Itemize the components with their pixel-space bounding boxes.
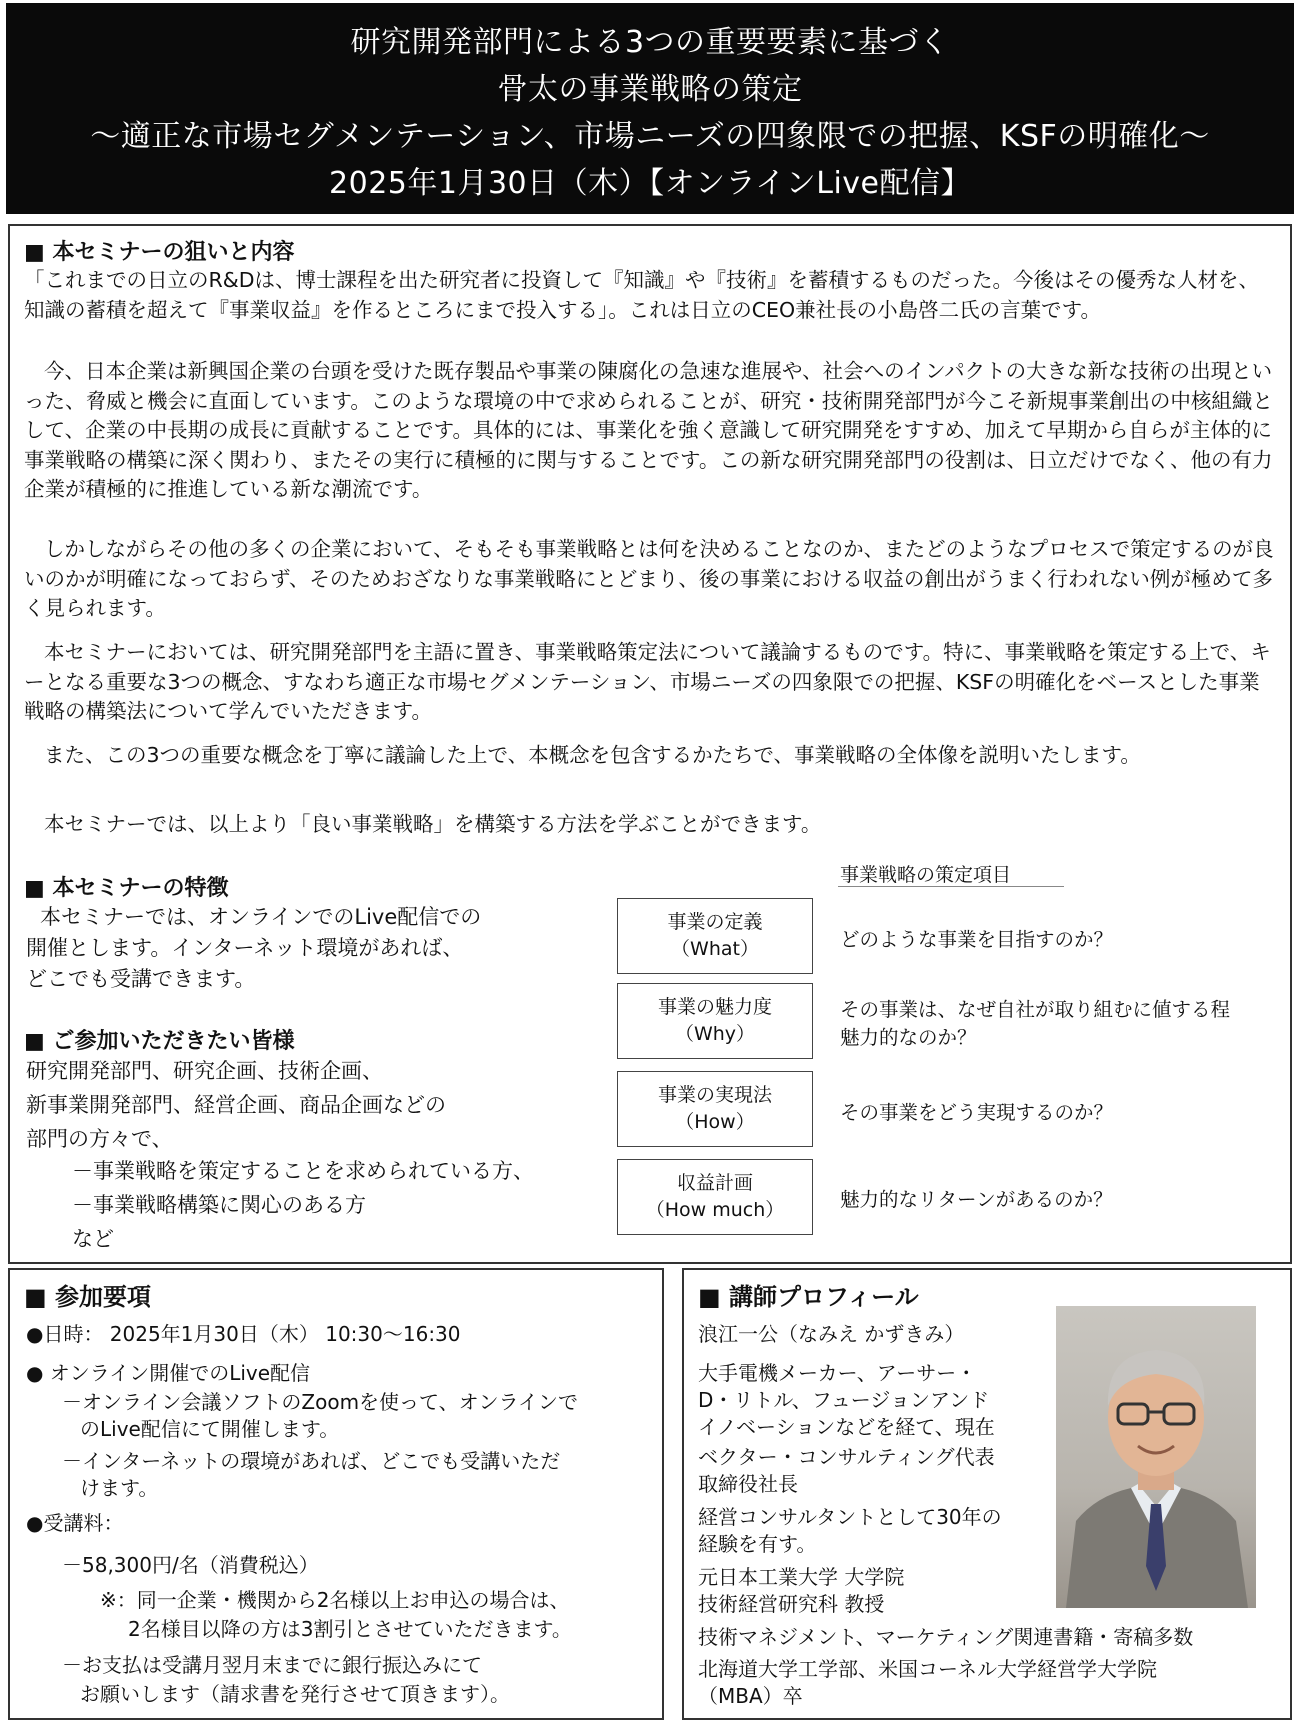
diagram-item-why <box>617 983 813 1059</box>
audience-title: ■ ご参加いただきたい皆様 <box>24 1029 295 1054</box>
profile-line-9: 技術経営研究科 教授 <box>698 1592 885 1616</box>
profile-line-10: 技術マネジメント、マーケティング関連書籍・寄稿多数 <box>698 1625 1194 1649</box>
diagram-title-underline <box>838 886 1064 887</box>
audience-line-1: 研究開発部門、研究企画、技術企画、 <box>26 1059 383 1083</box>
profile-name: 浪江一公（なみえ かずきみ） <box>698 1322 965 1346</box>
profile-line-7: 経験を有す。 <box>698 1532 817 1556</box>
instructor-photo <box>1056 1306 1256 1608</box>
diagram-question-how: その事業をどう実現するのか？ <box>840 1101 1114 1124</box>
req-payment-2: お願いします（請求書を発行させて頂きます）。 <box>80 1682 510 1706</box>
audience-line-6: など <box>72 1227 114 1251</box>
diagram-item-sub: （How） <box>675 1111 755 1133</box>
profile-line-6: 経営コンサルタントとして30年の <box>698 1505 1002 1529</box>
diagram-item-how <box>617 1071 813 1147</box>
audience-line-5: －事業戦略構築に関心のある方 <box>72 1193 366 1217</box>
aims-title: ■ 本セミナーの狙いと内容 <box>24 240 295 265</box>
profile-line-2: D・リトル、フュージョンアンド <box>698 1388 990 1412</box>
profile-line-5: 取締役社長 <box>698 1472 798 1496</box>
diagram-item-label: 事業の定義 <box>667 911 763 933</box>
aims-paragraph-4: 本セミナーにおいては、研究開発部門を主語に置き、事業戦略策定法について議論するものです。特に、事業戦略を策定する上で、キーとなる重要な3つの概念、すなわち適正な市場セグメンテーション、市場ニーズの四象限での把握、KSFの明確化をベースとした事業戦略の構築法について学んでいただきます。 <box>24 640 1271 723</box>
req-online-detail-1: －オンライン会議ソフトのZoomを使って、オンラインで <box>62 1390 579 1414</box>
profile-line-4: ベクター・コンサルティング代表 <box>698 1445 995 1469</box>
diagram-item-how-much <box>617 1159 813 1235</box>
features-line-1: 本セミナーでは、オンラインでのLive配信での <box>40 905 482 929</box>
profile-line-3: イノベーションなどを経て、現在 <box>698 1415 995 1439</box>
req-fee-label: ●受講料： <box>26 1511 124 1535</box>
features-line-2: 開催とします。インターネット環境があれば、 <box>26 936 464 960</box>
profile-line-1: 大手電機メーカー、アーサー・ <box>698 1361 977 1385</box>
header-date: 2025年1月30日（木）【オンラインLive配信】 <box>329 166 971 201</box>
header-title-line2: 骨太の事業戦略の策定 <box>497 72 803 107</box>
audience-line-2: 新事業開発部門、経営企画、商品企画などの <box>26 1093 446 1117</box>
profile-line-11: 北海道大学工学部、米国コーネル大学経営学大学院 <box>698 1657 1157 1681</box>
aims-paragraph-2: 今、日本企業は新興国企業の台頭を受けた既存製品や事業の陳腐化の急速な進展や、社会へのインパクトの大きな新な技術の出現といった、脅威と機会に直面しています。このような環境の中で求められることが、研究・技術開発部門が今こそ新規事業創出の中核組織として、企業の中長期の成長に貢献することです。具体的には、事業化を強く意識して研究開発をすすめ、加えて早期から自らが主体的に事業戦略の構築に深く関わり、またその実行に積極的に関与することです。この新な研究開発部門の役割は、日立だけでなく、他の有力企業が積極的に推進している新な潮流です。 <box>24 359 1273 501</box>
audience-line-4: －事業戦略を策定することを求められている方、 <box>72 1159 534 1183</box>
requirements-title: ■ 参加要項 <box>24 1283 152 1311</box>
diagram-item-sub: （Why） <box>674 1023 756 1045</box>
features-title: ■ 本セミナーの特徴 <box>24 876 229 901</box>
diagram-item-what <box>617 898 813 974</box>
req-fee-amount: －58,300円/名（消費税込） <box>62 1553 319 1577</box>
req-online-detail-4: けます。 <box>80 1476 159 1500</box>
diagram-question-why-2: 魅力的なのか？ <box>840 1026 977 1049</box>
req-discount-1: ※：同一企業・機関から2名様以上お申込の場合は、 <box>100 1588 570 1612</box>
diagram-item-label: 事業の魅力度 <box>657 996 772 1018</box>
req-online: ● オンライン開催でのLive配信 <box>26 1361 311 1385</box>
diagram-question-why-1: その事業は、なぜ自社が取り組むに値する程 <box>840 998 1231 1021</box>
aims-paragraph-1: 「これまでの日立のR&Dは、博士課程を出た研究者に投資して『知識』や『技術』を蓄積するものだった。今後はその優秀な人材を、知識の蓄積を超えて『事業収益』を作るところにまで投入する」。これは日立のCEO兼社長の小島啓二氏の言葉です。 <box>24 268 1260 322</box>
aims-paragraph-5: また、この3つの重要な概念を丁寧に議論した上で、本概念を包含するかたちで、事業戦略の全体像を説明いたします。 <box>44 743 1141 767</box>
header-subtitle: ～適正な市場セグメンテーション、市場ニーズの四象限での把握、KSFの明確化～ <box>90 119 1210 154</box>
aims-paragraph-3: しかしながらその他の多くの企業において、そもそも事業戦略とは何を決めることなのか、またどのようなプロセスで策定するのが良いのかが明確になっておらず、そのためおざなりな事業戦略にとどまり、後の事業における収益の創出がうまく行われない例が極めて多く見られます。 <box>24 537 1274 620</box>
req-online-detail-3: －インターネットの環境があれば、どこでも受講いただ <box>62 1449 561 1473</box>
req-date: ●日時： 2025年1月30日（木） 10:30～16:30 <box>26 1322 461 1346</box>
diagram-title: 事業戦略の策定項目 <box>840 864 1012 886</box>
features-line-3: どこでも受講できます。 <box>26 967 256 991</box>
diagram-item-label: 収益計画 <box>676 1172 753 1194</box>
diagram-question-how-much: 魅力的なリターンがあるのか？ <box>840 1188 1113 1211</box>
diagram-item-sub: （How much） <box>645 1199 785 1221</box>
aims-paragraph-6: 本セミナーでは、以上より「良い事業戦略」を構築する方法を学ぶことができます。 <box>44 812 822 836</box>
seminar-header <box>6 3 1294 214</box>
req-payment-1: －お支払は受講月翌月末までに銀行振込みにて <box>62 1653 482 1677</box>
profile-line-8: 元日本工業大学 大学院 <box>698 1565 905 1589</box>
diagram-question-what: どのような事業を目指すのか？ <box>840 928 1114 951</box>
header-title-line1: 研究開発部門による3つの重要要素に基づく <box>350 25 950 60</box>
audience-line-3: 部門の方々で、 <box>26 1127 173 1151</box>
req-discount-2: 2名様目以降の方は3割引とさせていただきます。 <box>128 1617 572 1641</box>
profile-title: ■ 講師プロフィール <box>698 1283 919 1311</box>
diagram-item-label: 事業の実現法 <box>657 1084 772 1106</box>
diagram-item-sub: （What） <box>671 938 759 960</box>
profile-line-12: （MBA）卒 <box>698 1684 803 1708</box>
req-online-detail-2: のLive配信にて開催します。 <box>80 1417 340 1441</box>
